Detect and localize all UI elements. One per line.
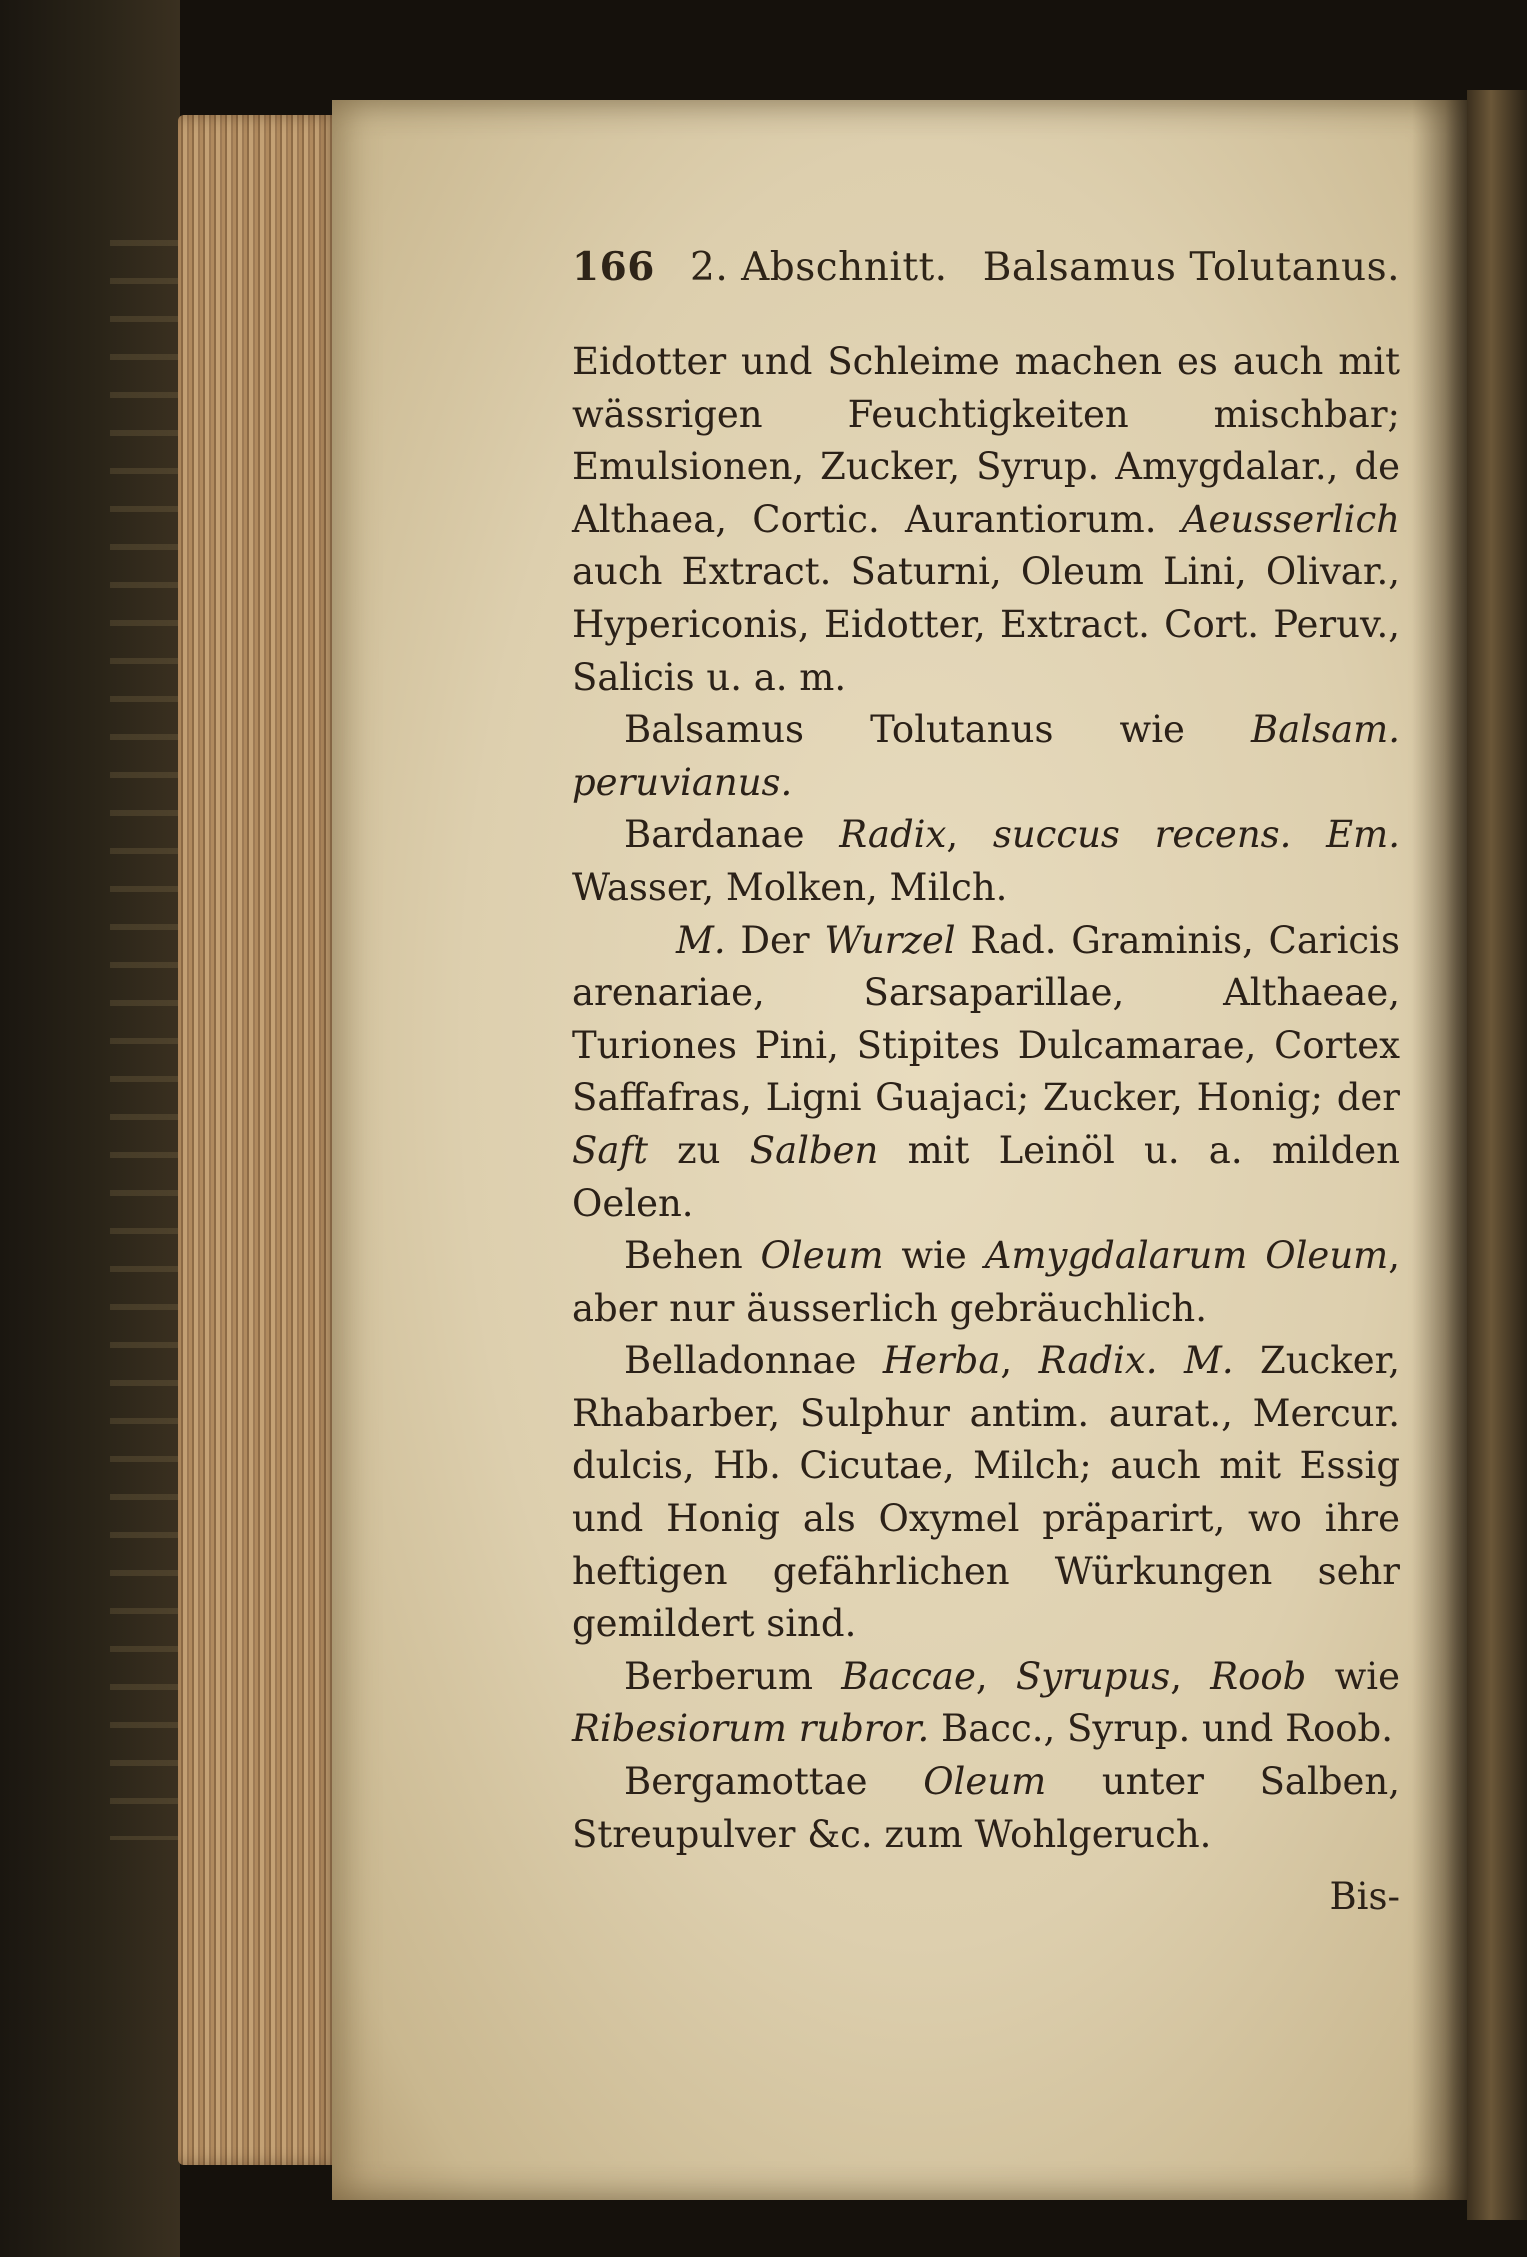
- entry-text: Behen: [624, 1234, 761, 1278]
- italic-term: Aeusserlich: [1181, 497, 1400, 541]
- catchword: Bis-: [1329, 1875, 1400, 1919]
- dictionary-entry: [572, 1335, 1400, 1651]
- cover-texture: [110, 240, 180, 1840]
- entry-text: auch Extract. Saturni, Oleum Lini, Olivar., Hypericonis, Eidotter, Extract. Cort. Peruv., Salicis u. a. m.: [572, 550, 1400, 699]
- italic-term: Saft: [572, 1128, 648, 1172]
- dictionary-entry: [572, 1756, 1400, 1861]
- entry-text: Zucker, Rhabarber, Sulphur antim. aurat., Mercur. dulcis, Hb. Cicutae, Milch; auch mit Essig und Honig als Oxymel präparirt, wo ihre heftigen gefährlichen Würkungen sehr gemildert sind.: [572, 1339, 1400, 1646]
- entry-text: Berberum: [624, 1654, 842, 1698]
- running-header: [572, 244, 1400, 290]
- book-cover-left: [0, 0, 180, 2257]
- entry-text: Bardanae: [624, 813, 840, 857]
- dictionary-entry: [572, 1651, 1400, 1756]
- entry-text: Bacc., Syrup. und Roob.: [929, 1707, 1393, 1751]
- italic-term: Radix. M.: [1038, 1339, 1234, 1383]
- dictionary-entry: [572, 809, 1400, 914]
- running-title: Balsamus Tolutanus.: [982, 245, 1400, 290]
- entry-text: Belladonnae: [624, 1339, 883, 1383]
- page-number: 166: [572, 244, 655, 290]
- entry-text: ,: [975, 1654, 1016, 1698]
- entry-text: mit Leinöl u. a. milden Oelen.: [572, 1128, 1400, 1225]
- dictionary-entry: [572, 915, 1400, 1231]
- page-edges-stack: [178, 115, 338, 2165]
- italic-term: Wurzel: [824, 918, 956, 962]
- entry-text: ,: [1170, 1654, 1211, 1698]
- entry-list: [572, 336, 1400, 1861]
- entry-text: unter Salben, Streupulver &c. zum Wohlgeruch.: [572, 1760, 1400, 1856]
- italic-term: Oleum: [760, 1234, 884, 1278]
- italic-term: Syrupus: [1015, 1654, 1171, 1698]
- entry-text: Eidotter und Schleime machen es auch mit wässrigen Feuchtigkeiten mischbar; Emulsionen, Zucker, Syrup. Amygdalar., de Althaea, Cortic. Aurantiorum.: [572, 340, 1400, 541]
- entry-text: , aber nur äusserlich gebräuchlich.: [572, 1234, 1401, 1330]
- entry-text: Wasser, Molken, Milch.: [572, 865, 1008, 909]
- entry-text: ,: [946, 813, 993, 857]
- italic-term: Baccae: [841, 1654, 976, 1698]
- entry-text: wie: [1306, 1654, 1400, 1698]
- italic-term: Ribesiorum rubror.: [572, 1707, 930, 1751]
- page-gutter-shadow: [1412, 100, 1467, 2200]
- italic-term: Amygdalarum Oleum: [984, 1234, 1389, 1278]
- entry-text: wie: [883, 1234, 985, 1278]
- page-content: [572, 244, 1400, 1918]
- dictionary-entry: [572, 1230, 1400, 1335]
- entry-text: Rad. Graminis, Caricis arenariae, Sarsaparillae, Althaeae, Turiones Pini, Stipites Dulcamarae, Cortex Saffafras, Ligni Guajaci; Zucker, Honig; der: [572, 918, 1400, 1120]
- italic-term: Herba: [882, 1339, 1001, 1383]
- section-label: 2. Abschnitt.: [690, 245, 948, 290]
- entry-text: Balsamus Tolutanus wie: [624, 708, 1252, 752]
- italic-term: Radix: [839, 813, 947, 857]
- entry-text: ,: [1000, 1339, 1039, 1383]
- italic-term: Roob: [1210, 1654, 1307, 1698]
- dictionary-entry: [572, 336, 1400, 704]
- binding-right: [1467, 90, 1527, 2220]
- italic-term: M.: [676, 918, 726, 962]
- italic-term: Oleum: [923, 1760, 1047, 1804]
- italic-term: Salben: [749, 1128, 879, 1172]
- entry-text: Der: [725, 918, 825, 962]
- entry-text: zu: [647, 1128, 750, 1172]
- dictionary-entry: [572, 704, 1400, 809]
- italic-term: succus recens. Em.: [992, 813, 1400, 857]
- italic-term: Balsam. peruvianus.: [572, 708, 1400, 804]
- entry-text: Bergamottae: [624, 1760, 924, 1804]
